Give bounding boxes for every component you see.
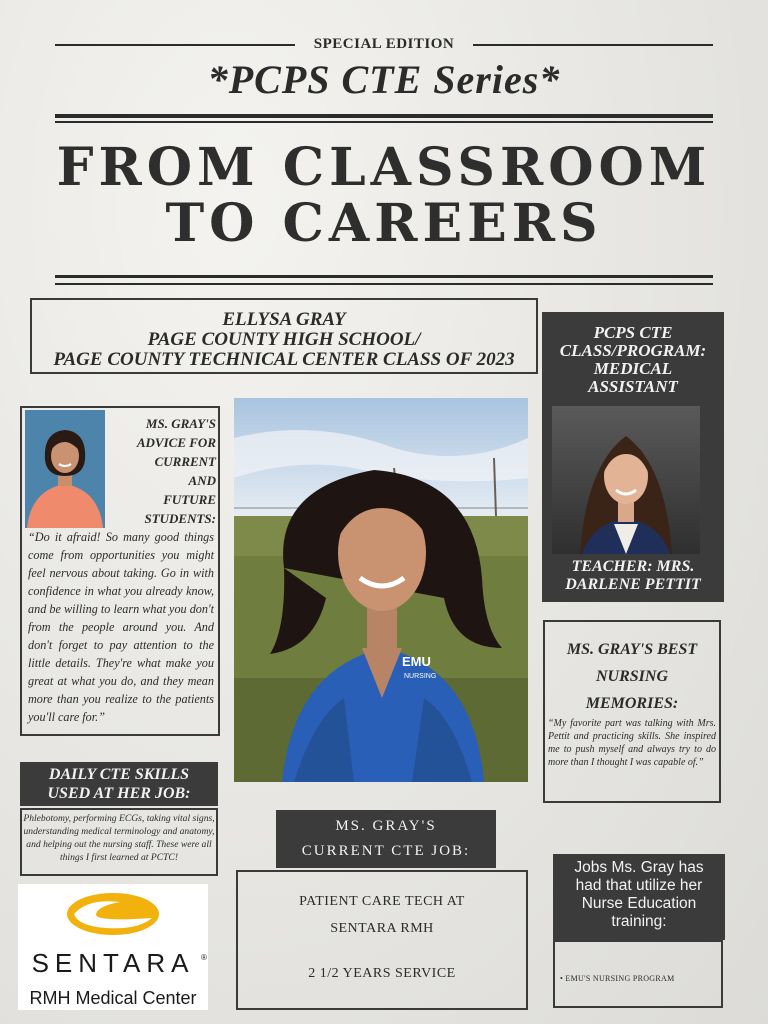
advice-title-line: ADVICE FOR (136, 435, 216, 450)
advice-title-line: STUDENTS: (144, 511, 216, 526)
current-job-heading-line1: MS. GRAY'S (335, 818, 437, 834)
advice-title-line: MS. GRAY'S (145, 416, 216, 431)
teacher-photo (552, 406, 700, 554)
teacher-name (542, 558, 724, 594)
headline-line1: FROM CLASSROOM (56, 137, 712, 198)
jobs-had-list-item (560, 974, 720, 983)
scrub-logo-sub: NURSING (404, 673, 437, 680)
current-job-title-line2: SENTARA RMH (330, 921, 434, 936)
teacher-line1: TEACHER: MRS. (571, 558, 695, 575)
jobs-had-item-label: EMU'S NURSING PROGRAM (565, 974, 675, 983)
bullet-icon: • (560, 974, 566, 983)
memories-title-line: MEMORIES: (585, 695, 679, 712)
jobs-had-heading-line2: had that utilize her (575, 877, 703, 894)
current-job-title (236, 888, 528, 942)
skills-heading (20, 762, 218, 806)
current-job-heading (276, 810, 496, 868)
headline-line2: TO CAREERS (165, 193, 603, 254)
series-title: *PCPS CTE Series* (207, 57, 561, 102)
sentara-registered-mark: ® (201, 953, 207, 962)
current-job-heading-line2: CURRENT CTE JOB: (301, 843, 471, 859)
program-label-line1: PCPS CTE (593, 323, 673, 342)
jobs-had-heading-line4: training: (611, 913, 667, 930)
memories-title (545, 636, 719, 717)
memories-title-line: NURSING (595, 668, 668, 685)
advice-title (104, 414, 216, 528)
student-name-box (30, 298, 538, 374)
program-label-line4: ASSISTANT (588, 377, 678, 396)
student-portrait-photo (25, 410, 105, 528)
headline (0, 137, 768, 254)
student-main-photo (234, 398, 528, 782)
advice-title-line: AND (188, 473, 216, 488)
student-school-line2: PAGE COUNTY TECHNICAL CENTER CLASS OF 2023 (53, 349, 515, 370)
student-name: ELLYSA GRAY (222, 309, 346, 330)
masthead-rule-thin (55, 121, 713, 123)
teacher-line2: DARLENE PETTIT (565, 576, 701, 593)
program-label-line2: CLASS/PROGRAM: (559, 341, 707, 360)
program-label-line3: MEDICAL (593, 359, 673, 378)
edition-label: SPECIAL EDITION (313, 36, 455, 52)
jobs-had-heading-line3: Nurse Education (581, 895, 697, 912)
headline-rule-thick (55, 275, 713, 278)
sentara-wordmark: SENTARA (31, 948, 195, 978)
jobs-had-heading-line1: Jobs Ms. Gray has (574, 859, 704, 876)
skills-heading-line1: DAILY CTE SKILLS (48, 766, 190, 783)
advice-title-line: CURRENT (154, 454, 216, 469)
memories-quote: “My favorite part was talking with Mrs. Pettit and practicing skills. She inspired me to push myself and always try to do more than I thought I was capable of.” (548, 718, 716, 768)
current-job-service: 2 1/2 YEARS SERVICE (308, 966, 456, 981)
advice-title-line: FUTURE (163, 492, 216, 507)
scrub-logo-text: EMU (402, 654, 431, 669)
memories-title-line: MS. GRAY'S BEST (566, 641, 698, 658)
sentara-logo (18, 884, 208, 1010)
headline-rule-thin (55, 283, 713, 285)
advice-quote: “Do it afraid! So many good things come from opportunities you might feel nervous about taking. Go in with confidence in what you already know, and be willing to learn what you don't from the people around you. And don't forget to pay attention to the little details. They're what make you great at what you do, and they mean more than you realize to the patients you'll care for.” (28, 530, 214, 724)
skills-heading-line2: USED AT HER JOB: (47, 785, 191, 802)
current-job-title-line1: PATIENT CARE TECH AT (299, 894, 465, 909)
jobs-had-heading (553, 854, 725, 940)
masthead-rule-thick (55, 114, 713, 118)
sentara-subtitle: RMH Medical Center (29, 988, 197, 1008)
skills-text: Phlebotomy, performing ECGs, taking vital signs, understanding medical terminology and anatomy, and helping out the nursing staff. These were all things I first learned at PCTC! (23, 813, 215, 863)
student-school-line1: PAGE COUNTY HIGH SCHOOL/ (147, 329, 421, 350)
